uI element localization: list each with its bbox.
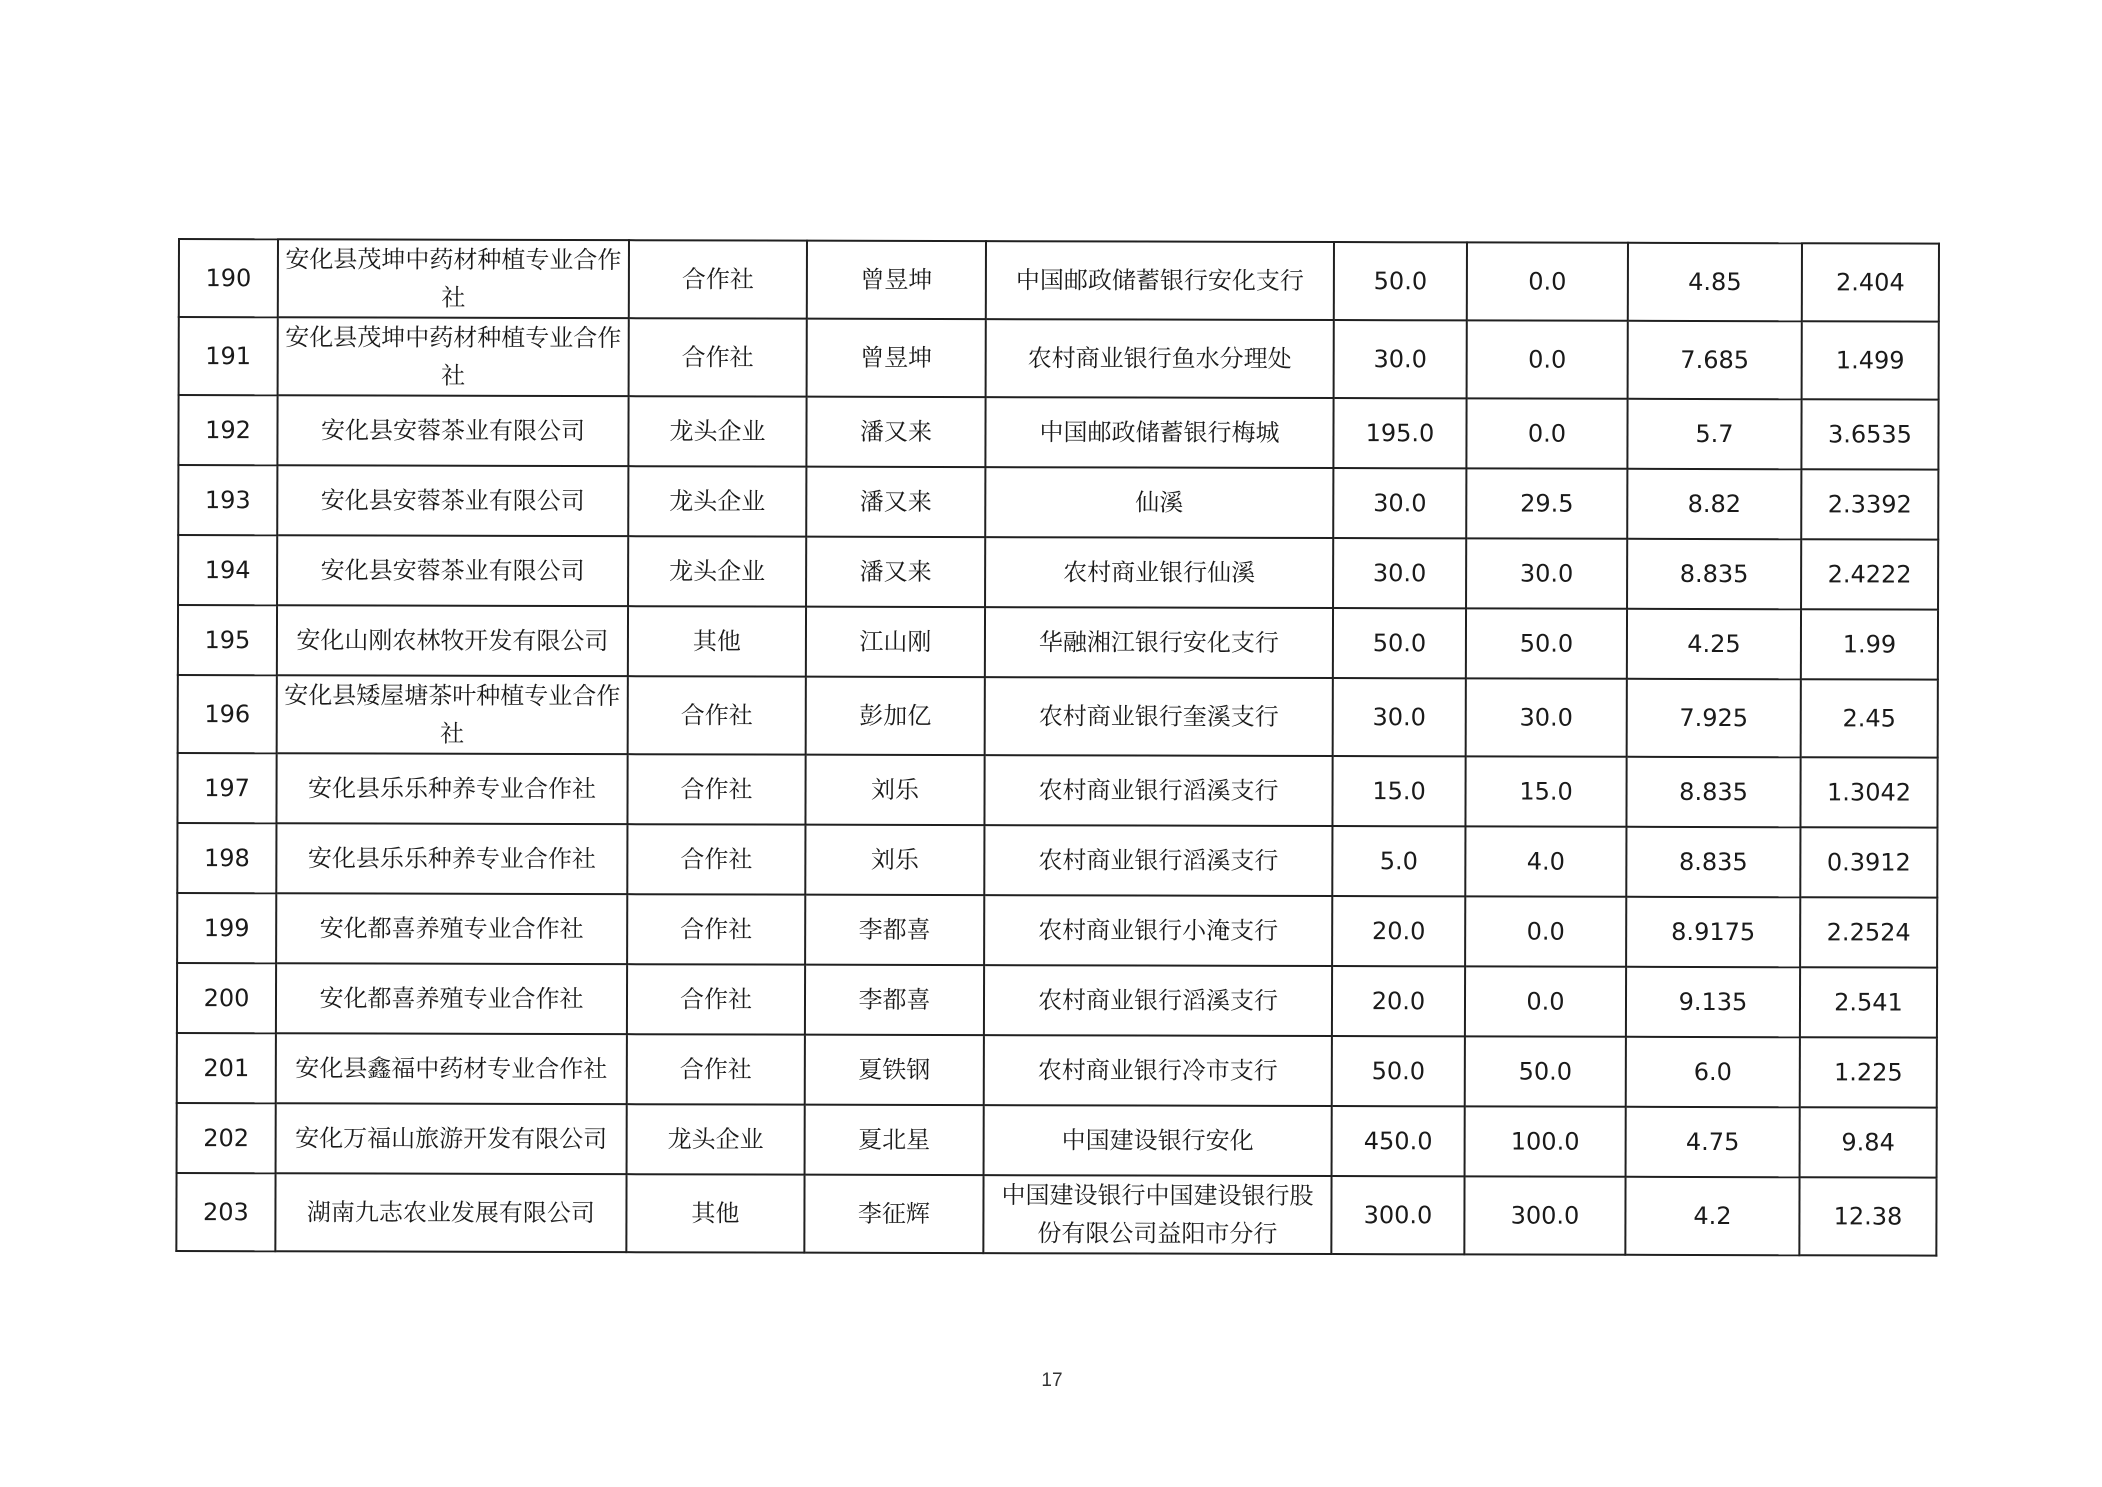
entity-name-cell: 安化山刚农林牧开发有限公司 <box>277 605 628 676</box>
table-row <box>177 823 1937 898</box>
entity-type-cell: 合作社 <box>627 1034 805 1104</box>
table-row <box>178 675 1938 758</box>
entity-name-cell: 安化都喜养殖专业合作社 <box>276 963 627 1034</box>
amount-cell: 2.4222 <box>1801 539 1938 609</box>
row-number-cell: 190 <box>179 239 278 317</box>
rate-cell: 5.7 <box>1627 399 1801 469</box>
row-number-cell: 201 <box>177 1033 276 1103</box>
value-1-cell: 5.0 <box>1332 826 1465 896</box>
row-number-cell: 202 <box>177 1103 276 1173</box>
bank-cell: 农村商业银行滔溪支行 <box>984 825 1332 896</box>
entity-type-cell: 合作社 <box>627 894 805 964</box>
table-row <box>178 395 1938 470</box>
table-row <box>176 1173 1936 1256</box>
rate-cell: 8.835 <box>1626 827 1800 897</box>
contact-person-cell: 潘又来 <box>806 397 985 467</box>
table-row <box>177 893 1937 968</box>
row-number-cell: 203 <box>176 1173 275 1251</box>
bank-cell: 农村商业银行冷市支行 <box>984 1035 1332 1106</box>
contact-person-cell: 刘乐 <box>805 755 984 825</box>
entity-name-cell: 安化县乐乐种养专业合作社 <box>276 753 627 824</box>
value-1-cell: 30.0 <box>1334 320 1467 398</box>
amount-cell: 0.3912 <box>1800 827 1937 897</box>
entity-name-cell: 安化万福山旅游开发有限公司 <box>276 1103 627 1174</box>
value-2-cell: 300.0 <box>1464 1176 1625 1254</box>
value-2-cell: 0.0 <box>1467 320 1628 398</box>
contact-person-cell: 夏北星 <box>805 1105 984 1175</box>
value-2-cell: 50.0 <box>1466 608 1627 678</box>
contact-person-cell: 江山刚 <box>806 607 985 677</box>
rate-cell: 4.2 <box>1625 1177 1799 1255</box>
amount-cell: 12.38 <box>1799 1177 1936 1255</box>
contact-person-cell: 潘又来 <box>806 467 985 537</box>
bank-cell: 农村商业银行仙溪 <box>985 537 1333 608</box>
row-number-cell: 197 <box>177 753 276 823</box>
rate-cell: 9.135 <box>1626 967 1800 1037</box>
bank-cell: 农村商业银行滔溪支行 <box>984 755 1332 826</box>
entity-name-cell: 安化县安蓉茶业有限公司 <box>277 535 628 606</box>
entity-name-cell: 安化都喜养殖专业合作社 <box>276 893 627 964</box>
contact-person-cell: 潘又来 <box>806 537 985 607</box>
table-row <box>179 239 1939 322</box>
row-number-cell: 198 <box>177 823 276 893</box>
bank-cell: 农村商业银行小淹支行 <box>984 895 1332 966</box>
rate-cell: 4.85 <box>1628 243 1802 321</box>
loan-table <box>175 238 1940 1257</box>
value-2-cell: 4.0 <box>1465 826 1626 896</box>
entity-type-cell: 合作社 <box>629 240 807 318</box>
value-2-cell: 0.0 <box>1466 398 1627 468</box>
table-row <box>178 465 1938 540</box>
row-number-cell: 192 <box>178 395 277 465</box>
value-2-cell: 29.5 <box>1466 468 1627 538</box>
bank-cell: 仙溪 <box>985 467 1333 538</box>
entity-type-cell: 其他 <box>628 606 806 676</box>
rate-cell: 4.25 <box>1627 609 1801 679</box>
entity-name-cell: 安化县安蓉茶业有限公司 <box>277 465 628 536</box>
value-1-cell: 300.0 <box>1331 1176 1464 1254</box>
value-1-cell: 20.0 <box>1332 966 1465 1036</box>
amount-cell: 9.84 <box>1800 1107 1937 1177</box>
amount-cell: 2.2524 <box>1800 897 1937 967</box>
contact-person-cell: 李征辉 <box>804 1175 983 1253</box>
entity-name-cell: 湖南九志农业发展有限公司 <box>275 1173 626 1252</box>
entity-type-cell: 合作社 <box>629 318 807 396</box>
amount-cell: 2.45 <box>1801 679 1938 757</box>
contact-person-cell: 刘乐 <box>805 825 984 895</box>
value-1-cell: 50.0 <box>1332 1036 1465 1106</box>
page-number: 17 <box>1041 1370 1063 1391</box>
bank-cell: 农村商业银行滔溪支行 <box>984 965 1332 1036</box>
entity-type-cell: 合作社 <box>627 824 805 894</box>
rate-cell: 7.685 <box>1628 321 1802 399</box>
rate-cell: 8.82 <box>1627 469 1801 539</box>
entity-type-cell: 龙头企业 <box>628 396 806 466</box>
entity-name-cell: 安化县矮屋塘茶叶种植专业合作社 <box>277 675 628 754</box>
row-number-cell: 194 <box>178 535 277 605</box>
contact-person-cell: 曾昱坤 <box>807 241 986 319</box>
value-1-cell: 30.0 <box>1333 538 1466 608</box>
bank-cell: 中国建设银行安化 <box>984 1105 1332 1176</box>
entity-type-cell: 合作社 <box>627 754 805 824</box>
row-number-cell: 199 <box>177 893 276 963</box>
value-1-cell: 30.0 <box>1333 678 1466 756</box>
entity-type-cell: 合作社 <box>627 964 805 1034</box>
bank-cell: 中国建设银行中国建设银行股份有限公司益阳市分行 <box>983 1175 1331 1254</box>
entity-type-cell: 龙头企业 <box>628 466 806 536</box>
contact-person-cell: 夏铁钢 <box>805 1035 984 1105</box>
amount-cell: 1.3042 <box>1800 757 1937 827</box>
amount-cell: 2.541 <box>1800 967 1937 1037</box>
contact-person-cell: 彭加亿 <box>806 677 985 755</box>
rate-cell: 6.0 <box>1626 1037 1800 1107</box>
rate-cell: 8.835 <box>1627 539 1801 609</box>
entity-name-cell: 安化县鑫福中药材专业合作社 <box>276 1033 627 1104</box>
value-1-cell: 50.0 <box>1334 242 1467 320</box>
value-2-cell: 30.0 <box>1466 538 1627 608</box>
value-2-cell: 0.0 <box>1467 242 1628 320</box>
table-row <box>178 535 1938 610</box>
entity-type-cell: 龙头企业 <box>627 1104 805 1174</box>
value-2-cell: 0.0 <box>1465 896 1626 966</box>
value-2-cell: 15.0 <box>1465 756 1626 826</box>
amount-cell: 2.3392 <box>1801 469 1938 539</box>
table-row <box>179 317 1939 400</box>
contact-person-cell: 李都喜 <box>805 965 984 1035</box>
rate-cell: 7.925 <box>1627 679 1801 757</box>
table-row <box>177 1103 1937 1178</box>
rate-cell: 4.75 <box>1626 1107 1800 1177</box>
row-number-cell: 191 <box>179 317 278 395</box>
entity-type-cell: 龙头企业 <box>628 536 806 606</box>
bank-cell: 中国邮政储蓄银行梅城 <box>985 397 1333 468</box>
amount-cell: 3.6535 <box>1801 399 1938 469</box>
amount-cell: 2.404 <box>1802 243 1939 321</box>
entity-name-cell: 安化县乐乐种养专业合作社 <box>276 823 627 894</box>
rate-cell: 8.9175 <box>1626 897 1800 967</box>
table-row <box>178 605 1938 680</box>
amount-cell: 1.499 <box>1802 321 1939 399</box>
value-2-cell: 100.0 <box>1465 1106 1626 1176</box>
value-2-cell: 50.0 <box>1465 1036 1626 1106</box>
entity-name-cell: 安化县茂坤中药材种植专业合作社 <box>278 239 629 318</box>
entity-name-cell: 安化县安蓉茶业有限公司 <box>277 395 628 466</box>
value-1-cell: 30.0 <box>1333 468 1466 538</box>
value-1-cell: 50.0 <box>1333 608 1466 678</box>
row-number-cell: 200 <box>177 963 276 1033</box>
value-1-cell: 450.0 <box>1332 1106 1465 1176</box>
rate-cell: 8.835 <box>1626 757 1800 827</box>
entity-type-cell: 其他 <box>626 1174 804 1252</box>
row-number-cell: 196 <box>178 675 277 753</box>
amount-cell: 1.99 <box>1801 609 1938 679</box>
entity-type-cell: 合作社 <box>628 676 806 754</box>
table-row <box>177 753 1937 828</box>
table-body <box>176 239 1939 1256</box>
bank-cell: 农村商业银行奎溪支行 <box>985 677 1333 756</box>
entity-name-cell: 安化县茂坤中药材种植专业合作社 <box>278 317 629 396</box>
bank-cell: 农村商业银行鱼水分理处 <box>986 319 1334 398</box>
value-2-cell: 30.0 <box>1466 678 1627 756</box>
value-1-cell: 15.0 <box>1332 756 1465 826</box>
contact-person-cell: 曾昱坤 <box>807 319 986 397</box>
value-2-cell: 0.0 <box>1465 966 1626 1036</box>
value-1-cell: 20.0 <box>1332 896 1465 966</box>
bank-cell: 中国邮政储蓄银行安化支行 <box>986 241 1334 320</box>
row-number-cell: 193 <box>178 465 277 535</box>
amount-cell: 1.225 <box>1800 1037 1937 1107</box>
contact-person-cell: 李都喜 <box>805 895 984 965</box>
table-row <box>177 1033 1937 1108</box>
bank-cell: 华融湘江银行安化支行 <box>985 607 1333 678</box>
value-1-cell: 195.0 <box>1333 398 1466 468</box>
table-row <box>177 963 1937 1038</box>
row-number-cell: 195 <box>178 605 277 675</box>
